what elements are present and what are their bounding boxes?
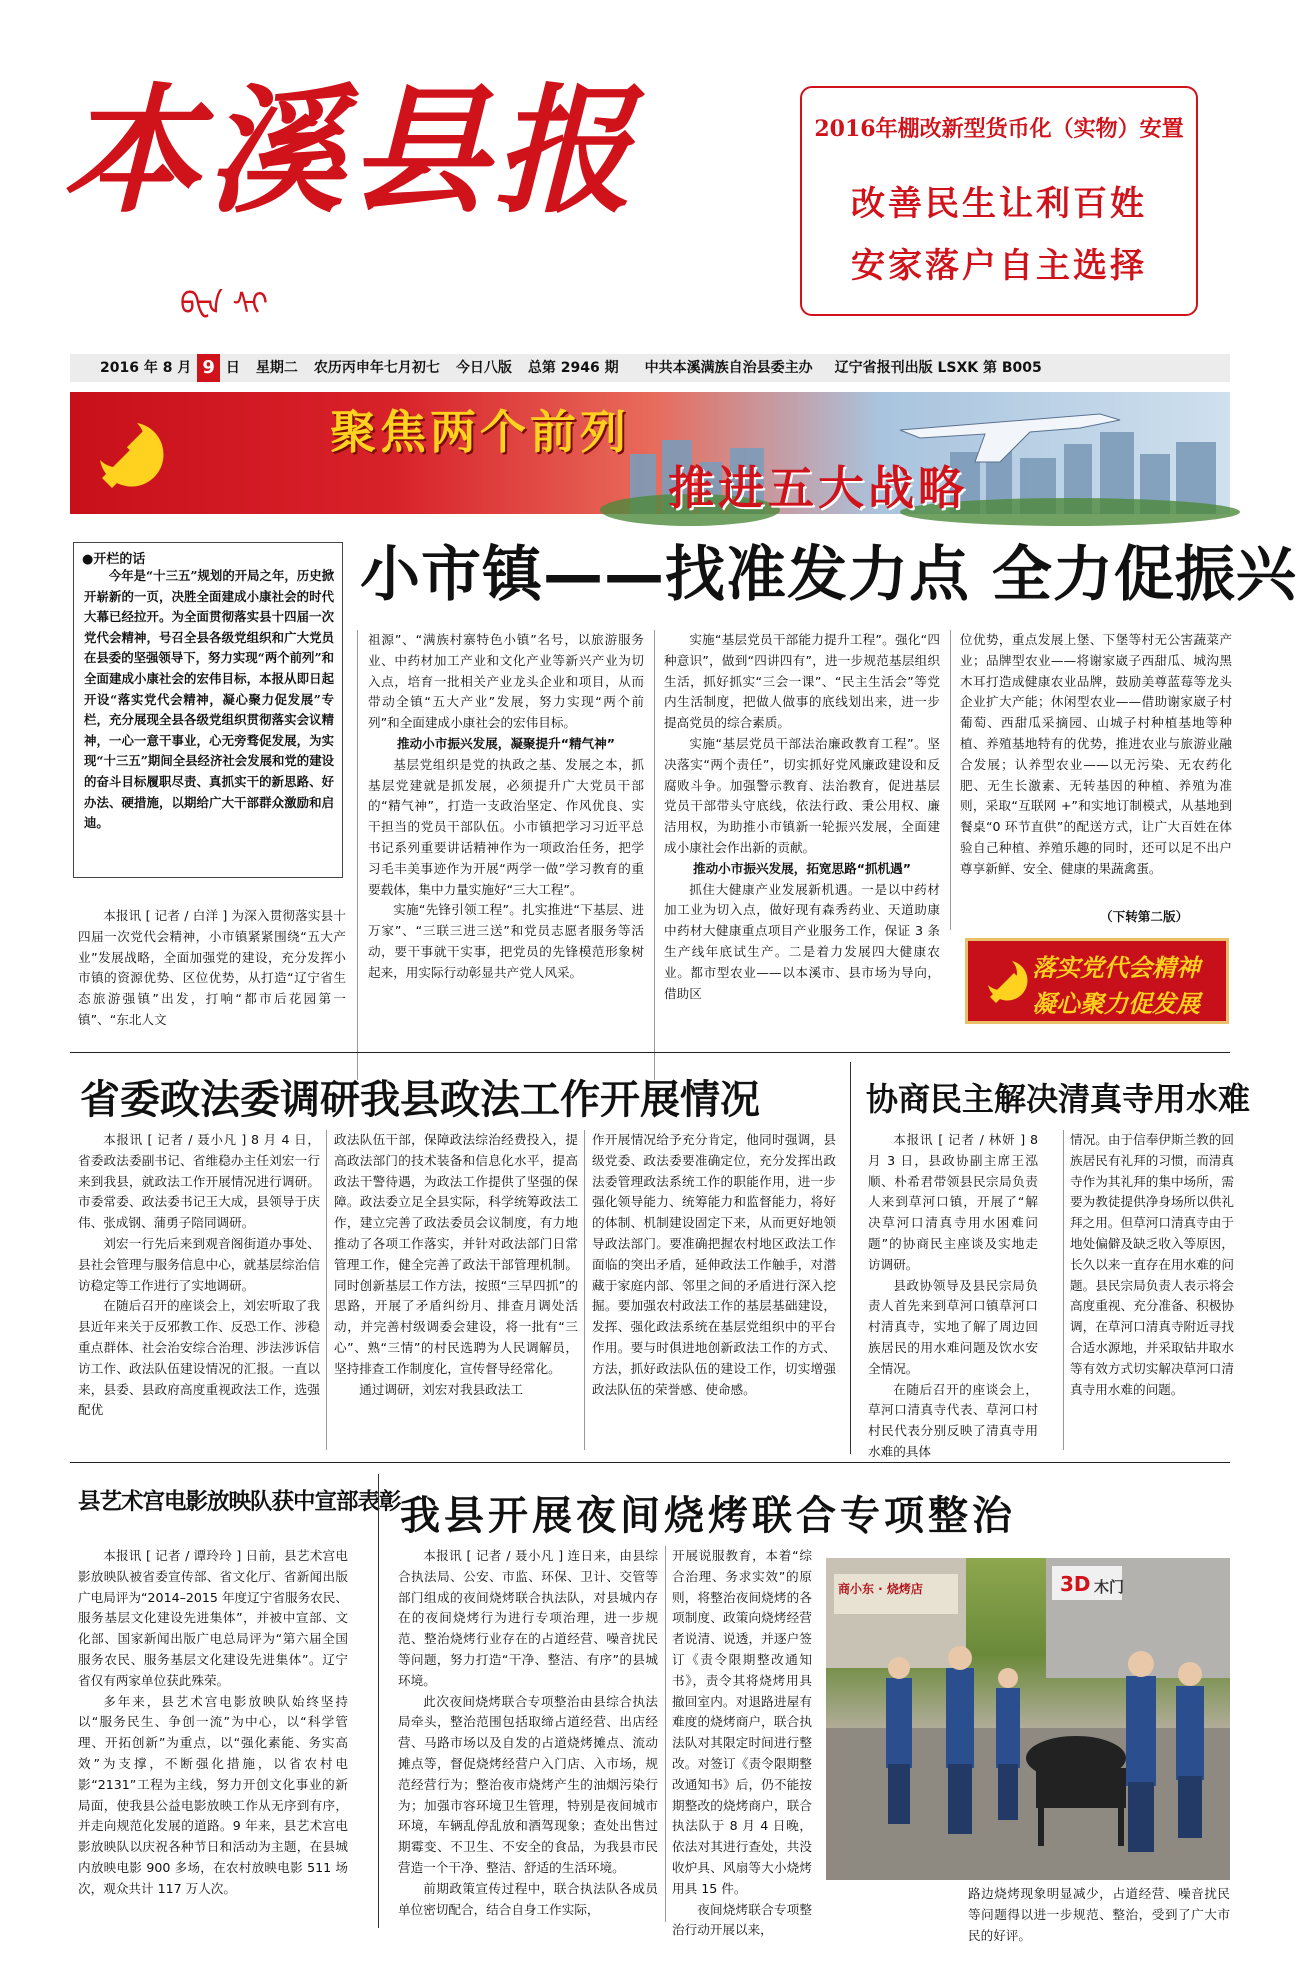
mosque-col1-p1: 本报讯 [ 记者 / 林妍 ] 8 月 3 日，县政协副主席王泓顺、朴希君带领县民宗局负责人来到草河口镇，开展了“解决草河口清真寺用水困难问题”的协商民主座谈及实地走访调研。 — [868, 1132, 1038, 1272]
politics-col-2 — [334, 1130, 578, 1450]
date-day: 9 — [197, 354, 220, 382]
lead-col2-p3: 实施“先锋引领工程”。扎实推进“下基层、进万家”、“三联三进三送”和党员志愿者服务等活动，要干事就干实事，把党员的先锋模范形象树起来，用实际行动彰显共产党人风采。 — [368, 902, 644, 980]
politics-col-3 — [592, 1130, 836, 1450]
politics-col2-p2: 通过调研，刘宏对我县政法工 — [359, 1381, 523, 1397]
politics-col1-p1: 本报讯 [ 记者 / 聂小凡 ] 8 月 4 日，省委政法委副书记、省维稳办主任刘宏一行来到我县，就政法工作开展情况进行调研。市委常委、政法委书记王大成，县领导于庆伟、张成钢、蒲勇子陪同调研。 — [78, 1132, 320, 1231]
cinema-col-1 — [78, 1546, 348, 1922]
photo-sign-3d: 3D — [1060, 1572, 1091, 1596]
lead-col3-subhead: 推动小市振兴发展，拓宽思路“抓机遇” — [692, 860, 912, 876]
bbq-col-3 — [968, 1884, 1230, 1943]
lead-col2-p1: 祖源”、“满族村寨特色小镇”名号，以旅游服务业、中药材加工产业和文化产业等新兴产业为切入点，培育一批相关产业龙头企业和项目，从而带动全镇“五大产业”发展，努力实现“两个前列”和全面建成小康社会的宏伟目标。 — [368, 632, 644, 731]
issue-number: 总第 2946 期 — [527, 360, 619, 376]
banner — [70, 392, 1230, 514]
bbq-photo-scene-icon — [826, 1558, 1230, 1880]
license: 辽宁省报刊出版 LSXK 第 B005 — [834, 360, 1042, 376]
mosque-col2-p1: 情况。由于信奉伊斯兰教的回族居民有礼拜的习惯，而清真寺作为其礼拜的集中场所，需要为教徒提供净身场所以供礼拜之用。但草河口清真寺由于地处偏僻及缺乏收入等原因，长久以来一直存在用水难的问题。县民宗局负责人表示将会高度重视、充分准备、积极协调，在草河口清真寺附近寻找合适水源地，并采取钻井取水等有效方式切实解决草河口清真寺用水难的问题。 — [1070, 1132, 1234, 1397]
column-note-title: ●开栏的话 — [82, 552, 146, 567]
banner-line-1: 聚焦两个前列 — [330, 405, 630, 459]
bbq-col2-p1: 开展说服教育，本着“综合治理、务求实效”的原则，将整治夜间烧烤的各项制度、政策向烧烤经营者说清、说透，并逐户签订《责令限期整改通知书》，责令其将烧烤用具撤回室内。对退路进屋有难度的烧烤商户，联合执法队对其限定时间进行整改。对签订《责令限期整改通知书》后，仍不能按期整改的烧烤商户，联合执法队于 8 月 4 日晚，依法对其进行查处，共没收炉具、风扇等大小烧烤用具 15 件。 — [672, 1548, 812, 1896]
mosque-col1-p2: 县政协领导及县民宗局负责人首先来到草河口镇草河口村清真寺，实地了解了周边回族居民的用水难问题及饮水安全情况。 — [868, 1277, 1038, 1376]
campaign-badge-line-1: 落实党代会精神 — [1032, 953, 1200, 982]
lead-headline: 小市镇——找准发力点 全力促振兴 — [360, 540, 1297, 610]
date-suffix: 日 — [225, 360, 240, 376]
bbq-col1-p3: 前期政策宣传过程中，联合执法队各成员单位密切配合，结合自身工作实际， — [398, 1880, 658, 1917]
ad-line-3: 安家落户自主选择 — [851, 246, 1147, 286]
mosque-headline: 协商民主解决清真寺用水难 — [866, 1080, 1251, 1118]
cinema-col1-p1: 本报讯 [ 记者 / 谭玲玲 ] 日前，县艺术宫电影放映队被省委宣传部、省文化厅、省新闻出版广电局评为“2014–2015 年度辽宁省服务农民、服务基层文化建设先进集体”，并被中宣部、文化部、国家新闻出版广电总局评为“第六届全国服务农民、服务基层文化建设先进集体”。辽宁省仅有两家单位获此殊荣。 — [78, 1548, 348, 1688]
lead-col-4 — [960, 630, 1232, 926]
mosque-col1-p3: 在随后召开的座谈会上，草河口清真寺代表、草河口村村民代表分别反映了清真寺用水难的具体 — [868, 1381, 1038, 1459]
weekday: 星期二 — [255, 360, 298, 376]
politics-col1-p3: 在随后召开的座谈会上，刘宏听取了我县近年来关于反邪教工作、反恐工作、涉稳重点群体、社会治安综合治理、涉法涉诉信访工作、政法队伍建设情况的汇报。一直以来，县委、县政府高度重视政法工作，选强配优 — [78, 1298, 320, 1418]
party-emblem-icon — [82, 408, 172, 498]
mosque-col-2 — [1070, 1130, 1234, 1450]
bbq-col1-p2: 此次夜间烧烤联合专项整治由县综合执法局牵头，整治范围包括取缔占道经营、出店经营、马路市场以及自发的占道烧烤摊点、流动摊点等，督促烧烤经营户入门店、入市场，规范经营行为；整治夜市烧烤产生的油烟污染行为；加强市容环境卫生管理，特别是夜间城市环境，车辆乱停乱放和酒驾现象；查处出售过期霉变、不卫生、不安全的食品，为我县市民营造一个干净、整洁、舒适的生活环境。 — [398, 1693, 658, 1875]
bbq-col3-p1: 路边烧烤现象明显减少，占道经营、噪音扰民等问题得以进一步规范、整治，受到了广大市民的好评。 — [968, 1886, 1230, 1943]
politics-col3-p1: 作开展情况给予充分肯定，他同时强调，县级党委、政法委要准确定位，充分发挥出政法委管理政法系统工作的职能作用，进一步强化领导能力、统筹能力和监督能力，将好的体制、机制建设固定下来，从而更好地领导政法部门。要准确把握农村地区政法工作面临的突出矛盾，延伸政法工作触手，对潜藏于家庭内部、邻里之间的矛盾进行深入挖掘。要加强农村政法工作的基层基础建设，发挥、强化政法系统在基层党组织中的平台作用。要与时俱进地创新政法工作的方式、方法，抓好政法队伍的建设工作，切实增强政法队伍的荣誉感、使命感。 — [592, 1132, 836, 1397]
ad-line-2: 改善民生让利百姓 — [851, 184, 1147, 224]
cinema-col1-p2: 多年来，县艺术宫电影放映队始终坚持以“服务民生、争创一流”为中心，以“科学管理、开拓创新”为重点，以“强化素能、务实高效”为支撑，不断强化措施，以省农村电影“2131”工程为主线，努力开创文化事业的新局面，使我县公益电影放映工作从无序到有序，并走向规范化发展的道路。9 年来，县艺术宫电影放映队以庆祝各种节日和活动为主题，在县城内放映电影 900 多场，在农村放映电影 511 场次，观众共计 117 万人次。 — [78, 1693, 348, 1896]
politics-headline: 省委政法委调研我县政法工作开展情况 — [80, 1076, 760, 1123]
dateline — [100, 354, 1042, 382]
lead-col-3 — [664, 630, 940, 1080]
lead-col3-p3: 抓住大健康产业发展新机遇。一是以中药材加工业为切入点，做好现有森秀药业、天道助康中药材大健康重点项目产业服务工作，保证 3 条生产线年底试生产。二是着力发展四大健康农业。都市型农业——以本溪市、县市场为导向，借助区 — [664, 881, 940, 1001]
bbq-col-2 — [672, 1546, 812, 1938]
mosque-col-1 — [868, 1130, 1038, 1459]
lead-col1-text: 本报讯 [ 记者 / 白洋 ] 为深入贯彻落实县十四届一次党代会精神，小市镇紧紧围绕“五大产业”发展战略，全面加强党的建设，充分发挥小市镇的资源优势、区位优势，从打造“辽宁省生态旅游强镇”出发，打响“都市后花园第一镇”、“东北人文 — [78, 908, 346, 1027]
banner-skyline-icon — [70, 392, 1230, 514]
lead-col2-p2: 基层党组织是党的执政之基、发展之本，抓基层党建就是抓发展，必须提升广大党员干部的“精气神”，打造一支政治坚定、作风优良、实干担当的党员干部队伍。小市镇把学习习近平总书记系列重要讲话精神作为一项政治任务，把学习毛丰美事迹作为开展“两学一做”学习教育的重要载体，集中力量实施好“三大工程”。 — [368, 756, 644, 897]
bbq-col-1 — [398, 1546, 658, 1922]
lead-col-1 — [78, 906, 346, 1082]
lead-col4-p1: 位优势，重点发展上堡、下堡等村无公害蔬菜产业；品牌型农业——将谢家崴子西甜瓜、城沟黑木耳打造成健康农业品牌，鼓励美尊蓝莓等龙头企业扩大产能；休闲型农业——借助谢家崴子村葡萄、西甜瓜采摘园、山城子村种植基地等种植、养殖基地特有的优势，推进农业与旅游业融合发展；认养型农业——以无污染、无农药化肥、无生长激素、无转基因的种植、养殖为准则，采取“互联网 +”和实地订制模式，从基地到餐桌“0 环节直供”的配送方式，让广大百姓在体验自己种植、养殖乐趣的同时，还可以足不出户尊享新鲜、安全、健康的果蔬禽蛋。 — [960, 632, 1232, 876]
column-note-text: 今年是“十三五”规划的开局之年，历史掀开崭新的一页，决胜全面建成小康社会的时代大幕已经拉开。为全面贯彻落实县十四届一次党代会精神，号召全县各级党组织和广大党员在县委的坚强领导下，努力实现“两个前列”和全面建成小康社会的宏伟目标，本报从即日起开设“落实党代会精神，凝心聚力促发展”专栏，充分展现全县各级党组织贯彻落实会议精神，一心一意干事业，心无旁骛促发展，为实现“十三五”期间全县经济社会发展和党的建设的奋斗目标履职尽责、真抓实干的新思路、好办法、硬措施，以期给广大干部群众激励和启迪。 — [84, 568, 334, 831]
lead-col-2 — [368, 630, 644, 1080]
campaign-emblem-icon — [978, 953, 1034, 1009]
politics-col1-p2: 刘宏一行先后来到观音阁街道办事处、县社会管理与服务信息中心，就基层综治信访稳定等工作进行了实地调研。 — [78, 1235, 320, 1293]
bbq-headline: 我县开展夜间烧烤联合专项整治 — [400, 1492, 1016, 1539]
lead-col3-p2: 实施“基层党员干部法治廉政教育工程”。坚决落实“两个责任”，切实抓好党风廉政建设和反腐败斗争。加强警示教育、法治教育，促进基层党员干部带头守底线，依法行政、秉公用权、廉洁用权，为助推小市镇新一轮振兴发展，全面建成小康社会作出新的贡献。 — [664, 735, 940, 855]
bbq-photo — [826, 1558, 1230, 1880]
banner-line-2: 推进五大战略 — [668, 461, 968, 515]
cinema-headline: 县艺术宫电影放映队获中宣部表彰 — [78, 1489, 401, 1515]
continued-note: （下转第二版） — [1100, 909, 1189, 924]
date-prefix: 2016 年 8 月 — [100, 360, 192, 376]
page-count: 今日八版 — [455, 360, 512, 376]
politics-col-1 — [78, 1130, 320, 1450]
bbq-col1-p1: 本报讯 [ 记者 / 聂小凡 ] 连日来，由县综合执法局、公安、市监、环保、卫计、交管等部门组成的夜间烧烤联合执法队，对县城内存在的夜间烧烤行为进行专项治理，进一步规范、整治烧烤行业存在的占道经营、噪音扰民等问题，努力打造“干净、整洁、有序”的县城环境。 — [398, 1548, 658, 1688]
lead-col3-p1: 实施“基层党员干部能力提升工程”。强化“四种意识”，做到“四讲四有”，进一步规范基层组织生活，抓好抓实“三会一课”、“民主生活会”等党内生活制度，把做人做事的底线划出来，进一步提高党员的综合素质。 — [664, 632, 940, 731]
masthead-title: 本溪县报 — [62, 69, 639, 232]
sponsor: 中共本溪满族自治县委主办 — [644, 360, 813, 376]
bbq-col2-p2: 夜间烧烤联合专项整治行动开展以来， — [672, 1901, 812, 1938]
campaign-badge-line-2: 凝心聚力促发展 — [1032, 989, 1200, 1018]
lunar-date: 农历丙申年七月初七 — [313, 360, 440, 376]
photo-sign-shop: 商小东 · 烧烤店 — [838, 1582, 923, 1596]
ad-line-1: 2016年棚改新型货币化（实物）安置 — [814, 116, 1184, 142]
politics-col2-p1: 政法队伍干部，保障政法综治经费投入，提高政法部门的技术装备和信息化水平，提高政法干警待遇，为政法工作提供了坚强的保障。政法委立足全县实际，科学统筹政法工作，建立完善了政法委员会议制度，有力地推动了各项工作落实，并针对政法部门日常管理工作，健全完善了政法干部管理机制。同时创新基层工作方法，按照“三早四抓”的思路，开展了矛盾纠纷月、排查月调处活动，并完善村级调委会建设，将一批有“三心”、熟“三情”的村民选聘为人民调解员，坚持排查工作制度化，宣传督导经常化。 — [334, 1132, 578, 1376]
photo-sign-door: 木门 — [1094, 1578, 1125, 1596]
lead-col2-subhead: 推动小市振兴发展，凝聚提升“精气神” — [396, 735, 616, 751]
masthead-mongolian: ᠪᠧᠨ ᠰᠢ — [180, 287, 268, 322]
